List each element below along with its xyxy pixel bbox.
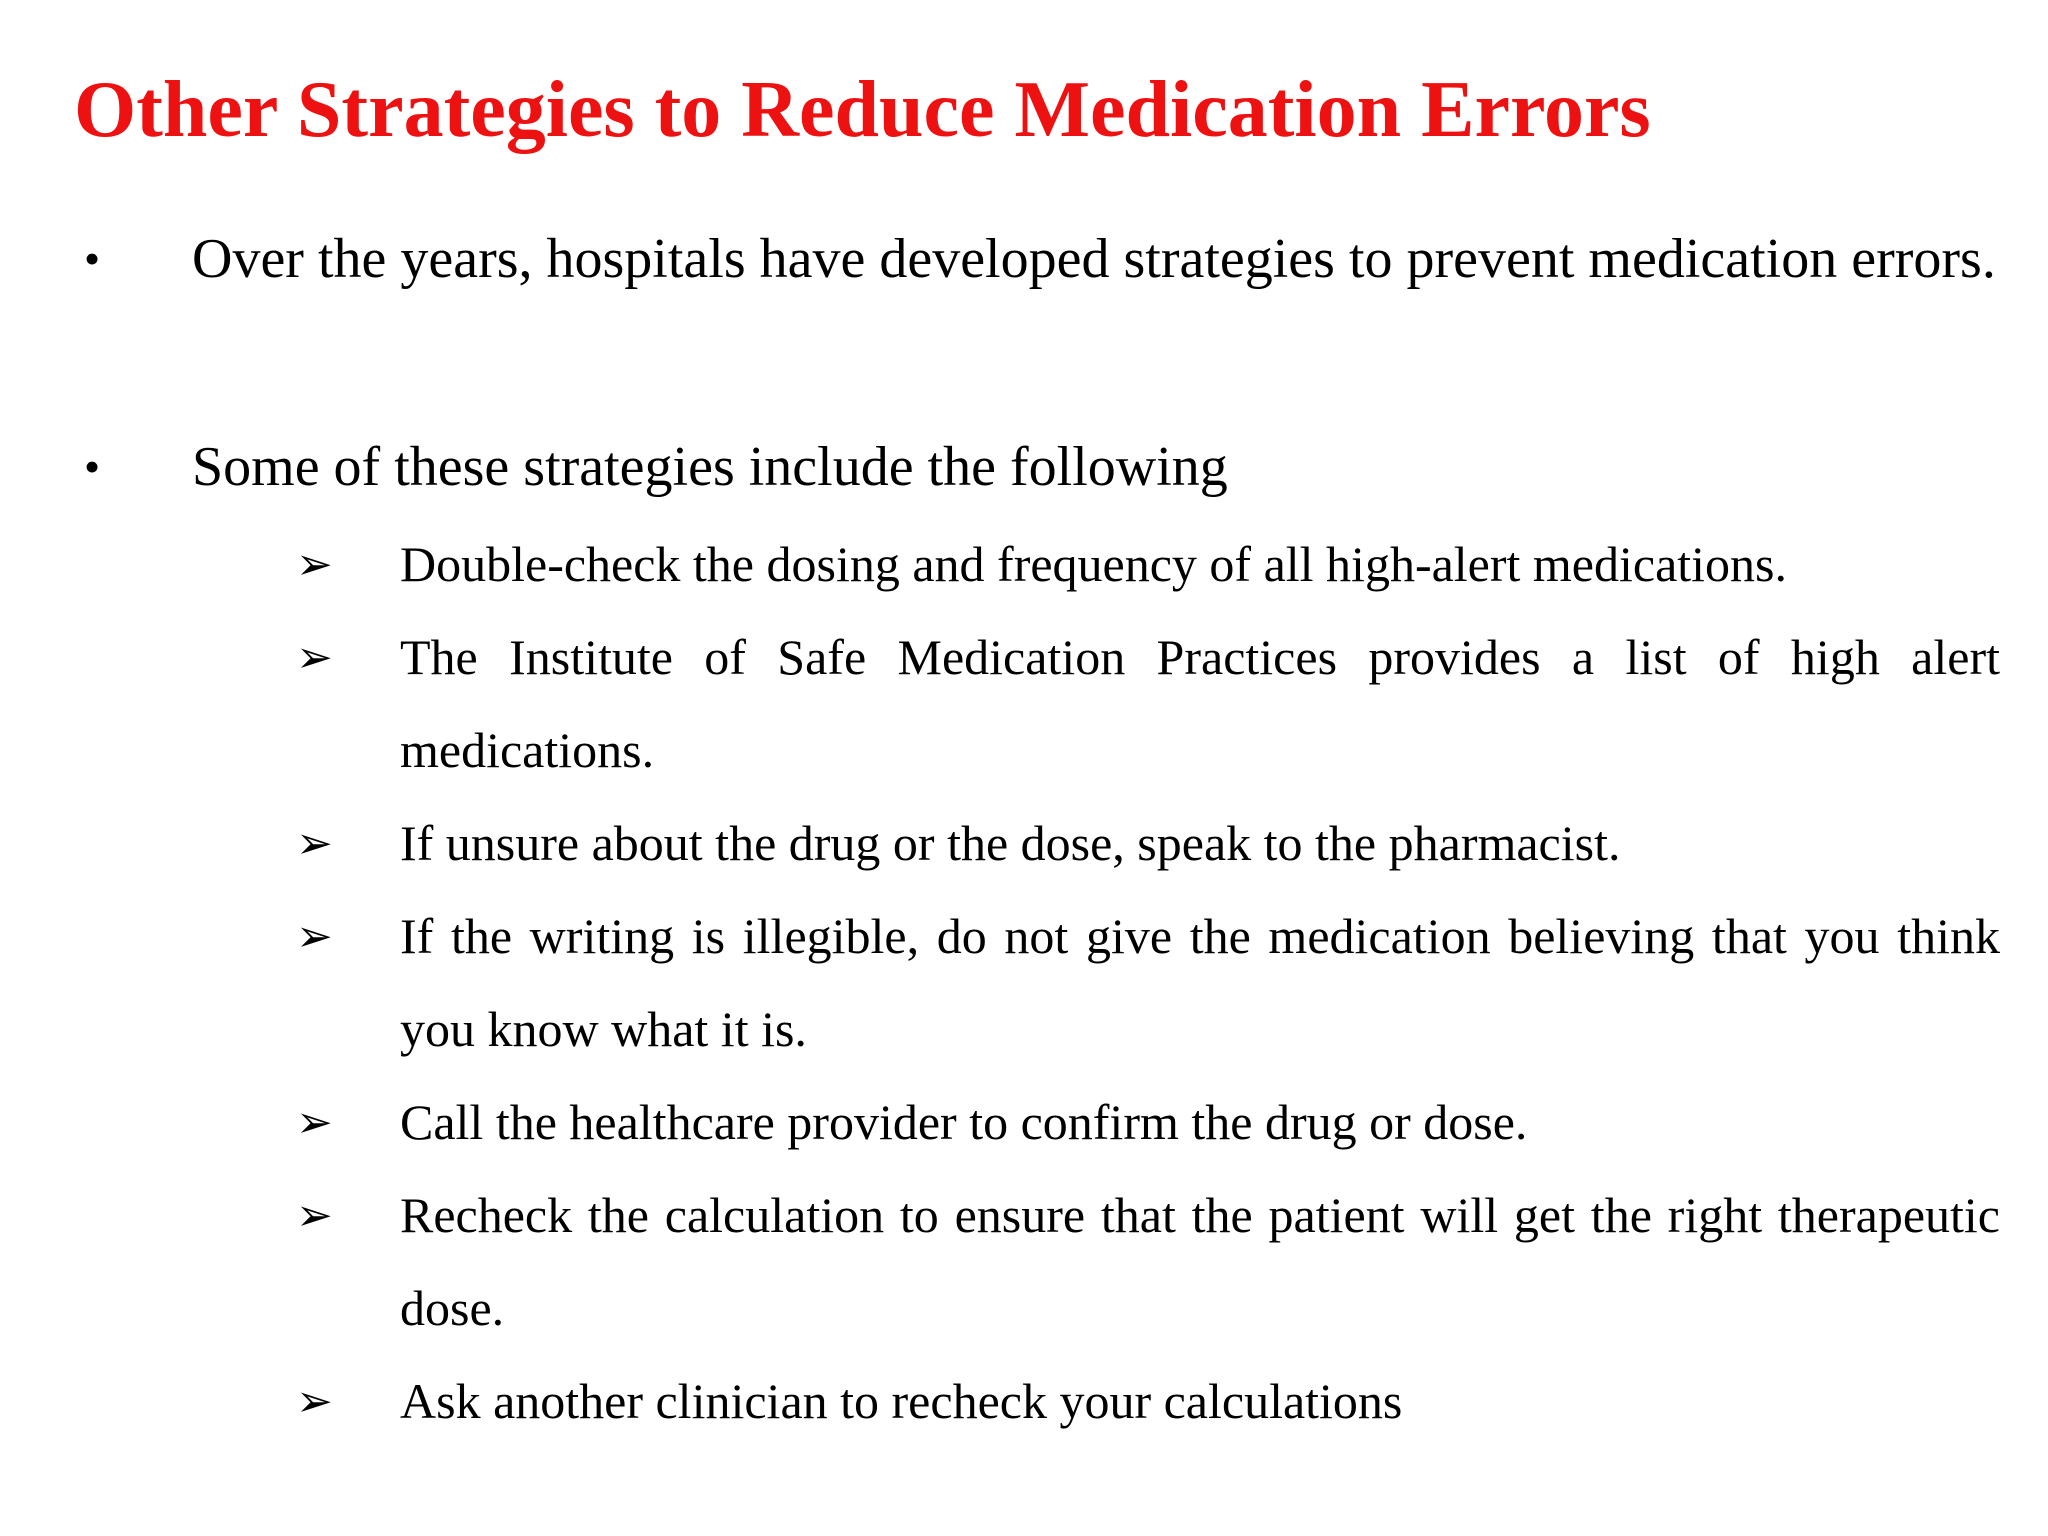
arrow-bullet-icon: ➢ [296, 1097, 333, 1148]
arrow-bullet-icon: ➢ [296, 818, 333, 869]
arrow-bullet-icon: ➢ [296, 1376, 333, 1427]
slide-title: Other Strategies to Reduce Medication Errors [74, 66, 1651, 154]
sub-bullet-text: Ask another clinician to recheck your calculations [400, 1373, 1403, 1429]
sub-bullet-text: The Institute of Safe Medication Practices provides a list of high alert medications. [400, 629, 2000, 778]
arrow-bullet-icon: ➢ [296, 1190, 333, 1241]
arrow-bullet-icon: ➢ [296, 911, 333, 962]
sub-bullet-text: If unsure about the drug or the dose, speak to the pharmacist. [400, 815, 1621, 871]
bullet-text: Some of these strategies include the following [192, 436, 1228, 498]
sub-bullet-text: If the writing is illegible, do not give the medication believing that you think you know what it is. [400, 908, 2000, 1057]
bullet-text: Over the years, hospitals have developed strategies to prevent medication errors. [192, 228, 1996, 290]
arrow-bullet-icon: ➢ [296, 632, 333, 683]
bullet-dot-icon: • [84, 441, 101, 492]
sub-bullet-text: Recheck the calculation to ensure that the patient will get the right therapeutic dose. [400, 1187, 2000, 1336]
sub-bullet-text: Call the healthcare provider to confirm the drug or dose. [400, 1094, 1528, 1150]
sub-bullet-text: Double-check the dosing and frequency of all high-alert medications. [400, 536, 1788, 592]
bullet-dot-icon: • [84, 233, 101, 284]
arrow-bullet-icon: ➢ [296, 539, 333, 590]
